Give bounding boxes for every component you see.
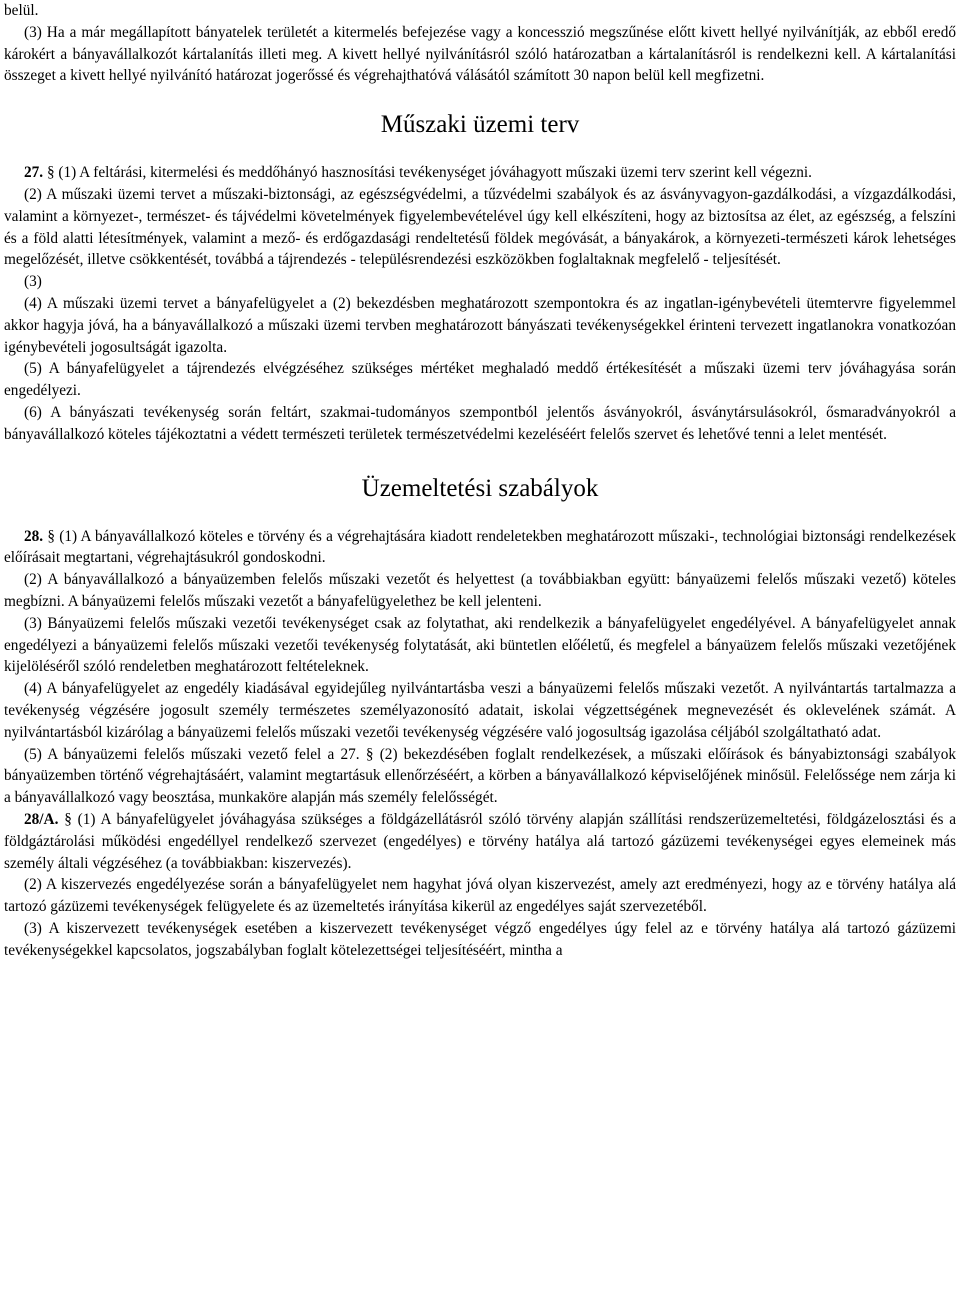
intro-tail: belül. [4,2,39,19]
paragraph-sign: § [47,527,56,545]
section-28a-text-1: (1) A bányafelügyelet jóváhagyása szükséges a földgázellátásról szóló törvény alapján szállítási rendszerüzemeltetési, földgázelosztási és a földgáztárolási működési engedéllyel rendelkező szervezet (engedélyes) e törvény hatálya alá tartozó gázüzemi tevékenységei egyes elemeinek más személy általi végzéséhez (a továbbiakban: kiszervezés). [4,810,956,872]
section-28a-paragraph-1 [4,809,956,874]
section-number-28: 28. [24,527,44,545]
section-27-paragraph-4: (4) A műszaki üzemi tervet a bányafelügyelet a (2) bekezdésben meghatározott szempontokra és az ingatlan-igénybevételi ütemtervre figyelemmel akkor hagyja jóvá, ha a bányavállalkozó a műszaki üzemi tervben meghatározott bányászati tevékenységekkel érinteni tervezett ingatlanokra vonatkozóan igénybevételi jogosultságát igazolta. [4,294,956,356]
section-27-paragraph-2: (2) A műszaki üzemi tervet a műszaki-biztonsági, az egészségvédelmi, a tűzvédelmi szabályok és az ásványvagyon-gazdálkodási, a vízgazdálkodási, valamint a környezet-, természet- és tájvédelmi követelmények figyelembevételével úgy kell elkészíteni, hogy az biztosítsa az élet, az egészség, a felszíni és a föld alatti létesítmények, valamint a mező- és erdőgazdasági rendeltetésű földek megóvását, a bányakárok, a környezeti-természeti károk lehetséges megelőzését, illetve csökkentését, továbbá a tájrendezés - településrendezési eszközökben foglaltaknak megfelelő - teljesítését. [4,185,956,269]
section-heading-uzemeltetesi-szabalyok: Üzemeltetési szabályok [361,474,599,502]
section-28-paragraph-5: (5) A bányaüzemi felelős műszaki vezető felel a 27. § (2) bekezdésében foglalt rendelkezések, a műszaki előírások és bányabiztonsági szabályok bányaüzemben történő végrehajtásáért, valamint megtartásuk ellenőrzéséért, a körben a bányavállalkozó képviselőjének minősül. Felelőssége nem zárja ki a bányavállalkozó vagy beosztása, munkaköre alapján más személy felelősségét. [4,745,956,807]
section-28-paragraph-1 [4,526,956,570]
section-28a-paragraph-2: (2) A kiszervezés engedélyezése során a bányafelügyelet nem hagyhat jóvá olyan kiszervezést, amely azt eredményezi, hogy az e törvény hatálya alá tartozó gázüzemi tevékenységek felügyelete és az üzemeltetés irányítása kikerül az engedélyes saját szervezetéből. [4,876,956,916]
paragraph-sign: § [46,164,55,182]
section-27-paragraph-5: (5) A bányafelügyelet a tájrendezés elvégzéséhez szükséges mértéket meghaladó meddő értékesítését a műszaki üzemi terv jóváhagyása során engedélyezi. [4,360,956,400]
section-27-paragraph-3: (3) [24,273,42,291]
section-27-paragraph-6: (6) A bányászati tevékenység során feltárt, szakmai-tudományos szempontból jelentős ásványokról, ásványtársulásokról, ősmaradványokról a bányavállalkozó köteles tájékoztatni a védett természeti területek természetvédelmi kezeléséért felelős szervet és lehetővé tenni a lelet mentését. [4,403,956,443]
intro-paragraph-3: (3) Ha a már megállapított bányatelek területét a kitermelés befejezése vagy a koncesszió megszűnése előtt kivett hellyé nyilvánítják, az ebből eredő károkért a bányavállalkozót kártalanítás illeti meg. A kivett hellyé nyilvánításról szóló határozatban a kártalanításról is rendelkezni kell. A kártalanítási összeget a kivett hellyé nyilvánító határozat jogerőssé és végrehajthatóvá válásától számított 30 napon belül kell megfizetni. [4,23,956,85]
section-27-text-1: (1) A feltárási, kitermelési és meddőhányó hasznosítási tevékenységet jóváhagyott műszaki üzemi terv szerint kell végezni. [54,164,812,182]
section-28-paragraph-3: (3) Bányaüzemi felelős műszaki vezetői tevékenységet csak az folytathat, aki rendelkezik a bányafelügyelet engedélyével. A bányafelügyelet annak engedélyezi a bányaüzemi felelős műszaki vezetői tevékenység folytatását, aki büntetlen előéletű, és megfelel a bányaüzem felelős műszaki vezetőjének kijelöléséről szóló rendeletben meghatározott feltételeknek. [4,614,956,676]
section-27-paragraph-1 [4,162,956,184]
section-28-paragraph-4: (4) A bányafelügyelet az engedély kiadásával egyidejűleg nyilvántartásba veszi a bányaüzemi felelős műszaki vezetőt. A nyilvántartás tartalmazza a tevékenység végzésére jogosult személy természetes személyazonosító adatait, iskolai végzettségének megnevezését és oklevelének számát. A nyilvántartásból kizárólag a bányaüzemi felelős műszaki vezetői tevékenység végzésére való jogosultság igazolása céljából szolgáltatható adat. [4,680,956,741]
section-number-28a: 28/A. [24,810,59,828]
section-number-27: 27. [24,164,44,182]
section-heading-muszaki-uzemi-terv: Műszaki üzemi terv [380,111,580,139]
section-28a-paragraph-3: (3) A kiszervezett tevékenységek esetében a kiszervezett tevékenységet végző engedélyes úgy felel az e törvény hatálya alá tartozó gázüzemi tevékenységekkel kapcsolatos, jogszabályban foglalt kötelezettségei teljesítéséért, mintha a [4,919,956,959]
paragraph-sign: § [64,810,72,828]
section-28-paragraph-2: (2) A bányavállalkozó a bányaüzemben felelős műszaki vezetőt és helyettest (a továbbiakban együtt: bányaüzemi felelős műszaki vezető) köteles megbízni. A bányaüzemi felelős műszaki vezetőt a bányafelügyelethez be kell jelenteni. [4,571,956,610]
section-28-text-1: (1) A bányavállalkozó köteles e törvény és a végrehajtására kiadott rendeletekben meghatározott műszaki-, technológiai biztonsági rendelkezések előírásait megtartani, végrehajtásukról gondoskodni. [4,527,957,567]
